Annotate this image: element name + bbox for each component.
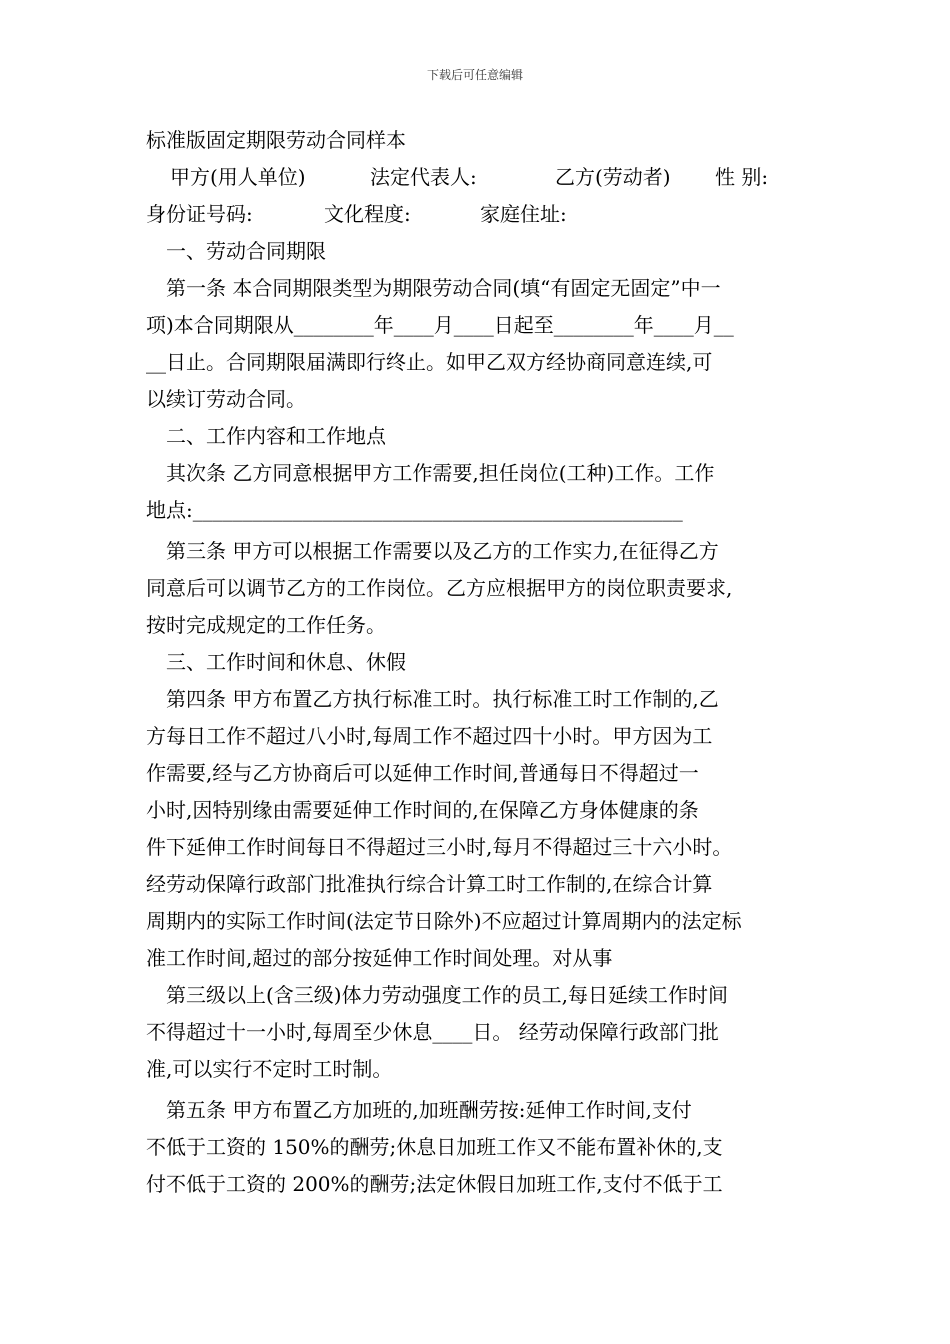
article-4-line: 作需要,经与乙方协商后可以延伸工作时间,普通每日不得超过一 xyxy=(146,761,699,785)
article-3-line: 按时完成规定的工作任务。 xyxy=(146,613,386,637)
parties-row xyxy=(146,159,812,196)
article-4-line: 周期内的实际工作时间(法定节日除外)不应超过计算周期内的法定标 xyxy=(146,909,742,933)
article-1-line: 项)本合同期限从________年____月____日起至________年____月__ xyxy=(146,313,734,337)
id-number-label: 身份证号码: xyxy=(146,202,253,226)
article-5-line: 第五条 甲方布置乙方加班的,加班酬劳按:延伸工作时间,支付 xyxy=(166,1098,692,1122)
article-5-line: 不低于工资的 150%的酬劳;休息日加班工作又不能布置补休的,支 xyxy=(146,1135,723,1159)
document-title: 标准版固定期限劳动合同样本 xyxy=(146,128,406,152)
party-a-label: 甲方(用人单位) xyxy=(170,165,306,189)
article-4-line: 件下延伸工作时间每日不得超过三小时,每月不得超过三十六小时。 xyxy=(146,835,733,859)
section-heading-3: 三、工作时间和休息、休假 xyxy=(166,650,406,674)
article-4-line: 准工作时间,超过的部分按延伸工作时间处理。对从事 xyxy=(146,946,613,970)
article-1-line: 第一条 本合同期限类型为期限劳动合同(填“有固定无固定”中一 xyxy=(166,276,721,300)
party-b-label: 乙方(劳动者) xyxy=(555,165,671,189)
article-2-line: 地点:_________________________________________________ xyxy=(146,498,683,522)
gender-label: 性 别: xyxy=(715,165,769,189)
article-4-line: 小时,因特别缘由需要延伸工作时间的,在保障乙方身体健康的条 xyxy=(146,798,699,822)
article-4-line: 第四条 甲方布置乙方执行标准工时。执行标准工时工作制的,乙 xyxy=(166,687,719,711)
section-heading-1: 一、劳动合同期限 xyxy=(166,239,326,263)
education-label: 文化程度: xyxy=(324,202,411,226)
article-3-line: 同意后可以调节乙方的工作岗位。乙方应根据甲方的岗位职责要求, xyxy=(146,576,733,600)
article-4-line: 经劳动保障行政部门批准执行综合计算工时工作制的,在综合计算 xyxy=(146,872,713,896)
article-4-line: 方每日工作不超过八小时,每周工作不超过四十小时。甲方因为工 xyxy=(146,724,713,748)
address-label: 家庭住址: xyxy=(480,202,567,226)
document-body xyxy=(146,122,812,1203)
article-4b-line: 准,可以实行不定时工时制。 xyxy=(146,1057,393,1081)
article-1-line: 以续订劳动合同。 xyxy=(146,387,306,411)
article-4b-line: 第三级以上(含三级)体力劳动强度工作的员工,每日延续工作时间 xyxy=(166,983,728,1007)
section-heading-2: 二、工作内容和工作地点 xyxy=(166,424,386,448)
header-note: 下载后可任意编辑 xyxy=(426,68,523,82)
article-4b-line: 不得超过十一小时,每周至少休息____日。 经劳动保障行政部门批 xyxy=(146,1020,719,1044)
info-row xyxy=(146,196,812,233)
article-1-line: __日止。合同期限届满即行终止。如甲乙双方经协商同意连续,可 xyxy=(146,350,713,374)
article-3-line: 第三条 甲方可以根据工作需要以及乙方的工作实力,在征得乙方 xyxy=(166,539,719,563)
article-2-line: 其次条 乙方同意根据甲方工作需要,担任岗位(工种)工作。工作 xyxy=(166,461,715,485)
legal-rep-label: 法定代表人: xyxy=(370,165,477,189)
article-5-line: 付不低于工资的 200%的酬劳;法定休假日加班工作,支付不低于工 xyxy=(146,1172,723,1196)
